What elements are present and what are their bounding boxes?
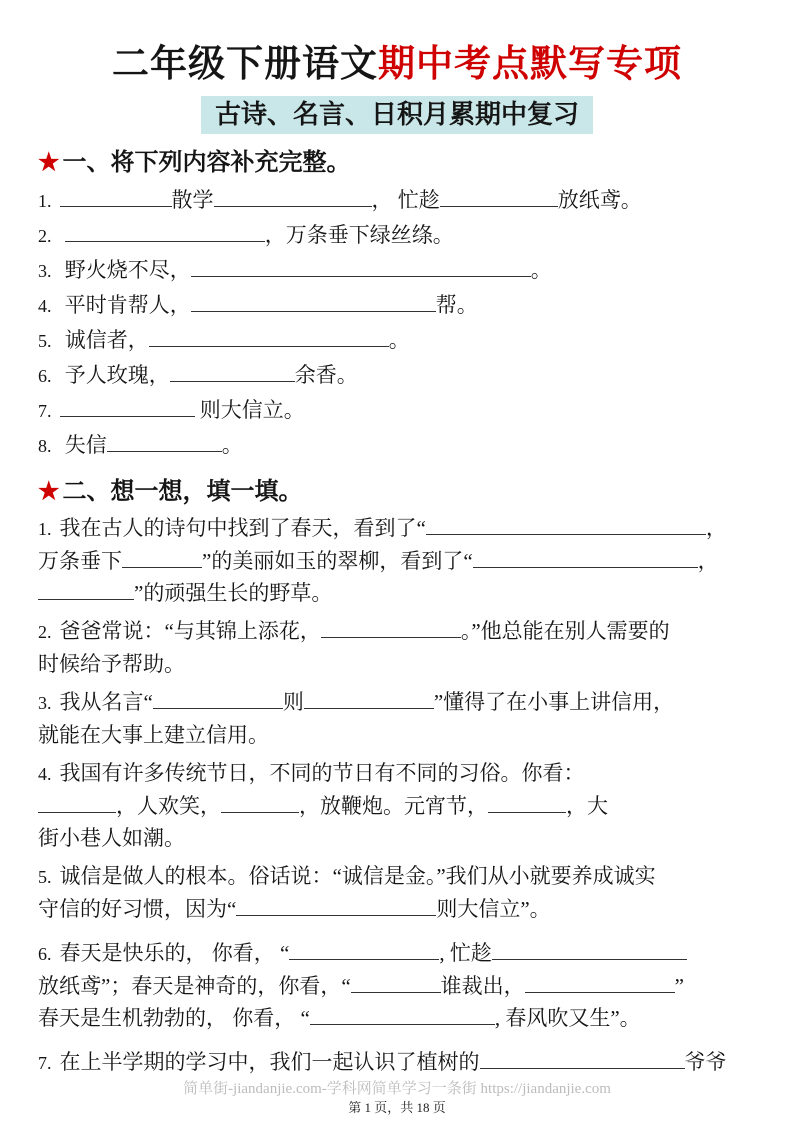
item-number: 3.: [38, 261, 52, 281]
fill-in-blank: [149, 346, 389, 347]
item-line: [38, 253, 756, 288]
item-number: 8.: [38, 436, 52, 456]
item-text: 散学: [171, 188, 214, 212]
item-number: 7.: [38, 1053, 52, 1073]
fill-in-blank: [38, 599, 134, 600]
worksheet-item: [38, 183, 756, 218]
subtitle-row: [38, 96, 756, 134]
item-text: ”的美丽如玉的翠柳，看到了“: [202, 549, 473, 573]
item-line: [38, 1046, 756, 1079]
item-text: 余香。: [294, 363, 358, 387]
item-text: [60, 223, 65, 247]
item-text: 帮。: [435, 293, 478, 317]
fill-in-blank: [488, 812, 566, 813]
item-number: 2.: [38, 622, 52, 642]
fill-in-blank: [221, 812, 299, 813]
fill-in-blank: [492, 959, 687, 960]
item-text: 平时肯帮人，: [59, 293, 191, 317]
worksheet-item: [38, 393, 756, 428]
item-line: [38, 822, 756, 854]
item-text: , 春风吹又生”。: [494, 1006, 641, 1030]
page-number: 第 1 页，共 18 页: [348, 1100, 446, 1115]
item-text: 。”他总能在别人需要的: [460, 619, 670, 643]
item-line: [38, 757, 756, 790]
item-text: ，: [705, 516, 727, 540]
item-text: 我从名言“: [59, 690, 153, 714]
item-text: 则大信立”。: [436, 897, 551, 921]
fill-in-blank: [38, 812, 116, 813]
fill-in-blank: [304, 708, 434, 709]
fill-in-blank: [191, 276, 531, 277]
item-number: 6.: [38, 366, 52, 386]
item-line: [38, 648, 756, 680]
item-number: 6.: [38, 944, 52, 964]
worksheet-item: [38, 218, 756, 253]
fill-in-blank: [440, 206, 558, 207]
page-title-red: 期中考点默写专项: [378, 44, 682, 85]
item-line: [38, 323, 756, 358]
item-line: [38, 288, 756, 323]
item-text: ，: [697, 549, 719, 573]
item-number: 4.: [38, 764, 52, 784]
watermark-text: 简单街-jiandanjie.com-学科网简单学习一条街 https://jiandanjie.com: [183, 1081, 611, 1097]
star-icon: ★: [38, 479, 60, 505]
item-text: 爷爷: [684, 1050, 727, 1074]
item-text: 。: [530, 258, 552, 282]
item-number: 5.: [38, 867, 52, 887]
star-icon: ★: [38, 150, 60, 176]
item-text: ”懂得了在小事上讲信用，: [433, 690, 675, 714]
item-line: [38, 218, 756, 253]
worksheet-item: [38, 1046, 756, 1079]
item-text: 我在古人的诗句中找到了春天，看到了“: [59, 516, 426, 540]
page-title: [38, 42, 756, 88]
section-1: [38, 146, 756, 463]
worksheet-body: [38, 146, 756, 1079]
item-text: 爸爸常说：“与其锦上添花，: [59, 619, 321, 643]
item-text: 诚信者，: [59, 328, 149, 352]
fill-in-blank: [122, 567, 202, 568]
item-number: 1.: [38, 191, 52, 211]
item-text: 。: [388, 328, 410, 352]
item-line: [38, 512, 756, 545]
fill-in-blank: [525, 992, 675, 993]
fill-in-blank: [426, 534, 706, 535]
item-text: 在上半学期的学习中，我们一起认识了植树的: [59, 1050, 480, 1074]
item-number: 5.: [38, 331, 52, 351]
item-number: 3.: [38, 693, 52, 713]
fill-in-blank: [289, 959, 439, 960]
item-number: 4.: [38, 296, 52, 316]
item-line: [38, 686, 756, 719]
worksheet-item: [38, 860, 756, 925]
fill-in-blank: [351, 992, 441, 993]
worksheet-item: [38, 358, 756, 393]
item-number: 1.: [38, 519, 52, 539]
worksheet-item: [38, 253, 756, 288]
item-line: [38, 937, 756, 970]
item-line: [38, 970, 756, 1002]
item-text: 时候给予帮助。: [38, 652, 185, 676]
item-line: [38, 893, 756, 925]
item-text: 谁裁出，: [440, 974, 525, 998]
fill-in-blank: [170, 381, 295, 382]
section-heading-text: 二、想一想，填一填。: [62, 479, 303, 505]
worksheet-item: [38, 757, 756, 854]
item-text: 诚信是做人的根本。俗话说：“诚信是金。”我们从小就要养成诚实: [59, 864, 656, 888]
item-text: 万条垂下: [38, 549, 122, 573]
item-text: 予人玫瑰，: [59, 363, 170, 387]
fill-in-blank: [321, 637, 461, 638]
worksheet-item: [38, 428, 756, 463]
worksheet-item: [38, 288, 756, 323]
item-number: 2.: [38, 226, 52, 246]
section-heading-text: 一、将下列内容补充完整。: [62, 150, 351, 176]
item-text: ，大: [566, 794, 608, 818]
item-line: [38, 790, 756, 822]
item-line: [38, 358, 756, 393]
item-line: [38, 577, 756, 609]
fill-in-blank: [60, 206, 172, 207]
fill-in-blank: [153, 708, 283, 709]
fill-in-blank: [191, 311, 436, 312]
fill-in-blank: [310, 1024, 495, 1025]
item-line: [38, 393, 756, 428]
worksheet-item: [38, 615, 756, 680]
item-text: 守信的好习惯，因为“: [38, 897, 237, 921]
section-heading: [38, 475, 756, 509]
item-line: [38, 719, 756, 751]
item-text: 春天是生机勃勃的， 你看， “: [38, 1006, 310, 1030]
worksheet-item: [38, 512, 756, 609]
item-text: ，放鞭炮。元宵节，: [299, 794, 488, 818]
item-text: 失信: [59, 433, 107, 457]
item-text: , 忙趁: [439, 941, 492, 965]
item-text: 放纸鸢。: [557, 188, 642, 212]
item-line: [38, 1002, 756, 1034]
item-line: [38, 545, 756, 577]
worksheet-item: [38, 323, 756, 358]
item-text: ， 忙趁: [371, 188, 440, 212]
fill-in-blank: [60, 416, 195, 417]
item-line: [38, 860, 756, 893]
item-text: 则: [282, 690, 304, 714]
section-heading: [38, 146, 756, 180]
item-text: 野火烧不尽，: [59, 258, 191, 282]
item-text: ”: [674, 974, 684, 998]
worksheet-item: [38, 937, 756, 1034]
section-2: [38, 475, 756, 1079]
item-number: 7.: [38, 401, 52, 421]
item-line: [38, 428, 756, 463]
fill-in-blank: [65, 241, 265, 242]
fill-in-blank: [214, 206, 372, 207]
item-text: ，人欢笑，: [116, 794, 221, 818]
page-footer: [0, 1080, 794, 1116]
item-line: [38, 183, 756, 218]
fill-in-blank: [107, 451, 222, 452]
page-title-black: 二年级下册语文: [112, 44, 378, 85]
item-text: 则大信立。: [194, 398, 305, 422]
item-text: 。: [221, 433, 243, 457]
fill-in-blank: [473, 567, 698, 568]
item-text: ，万条垂下绿丝绦。: [264, 223, 454, 247]
item-text: 我国有许多传统节日，不同的节日有不同的习俗。你看：: [59, 761, 585, 785]
fill-in-blank: [236, 915, 436, 916]
fill-in-blank: [480, 1068, 685, 1069]
item-text: 春天是快乐的， 你看， “: [59, 941, 290, 965]
page-subtitle: 古诗、名言、日积月累期中复习: [201, 96, 593, 134]
worksheet-item: [38, 686, 756, 751]
item-text: 就能在大事上建立信用。: [38, 723, 269, 747]
item-line: [38, 615, 756, 648]
item-text: 街小巷人如潮。: [38, 826, 185, 850]
item-text: ”的顽强生长的野草。: [134, 581, 333, 605]
item-text: 放纸鸢”；春天是神奇的，你看，“: [38, 974, 351, 998]
